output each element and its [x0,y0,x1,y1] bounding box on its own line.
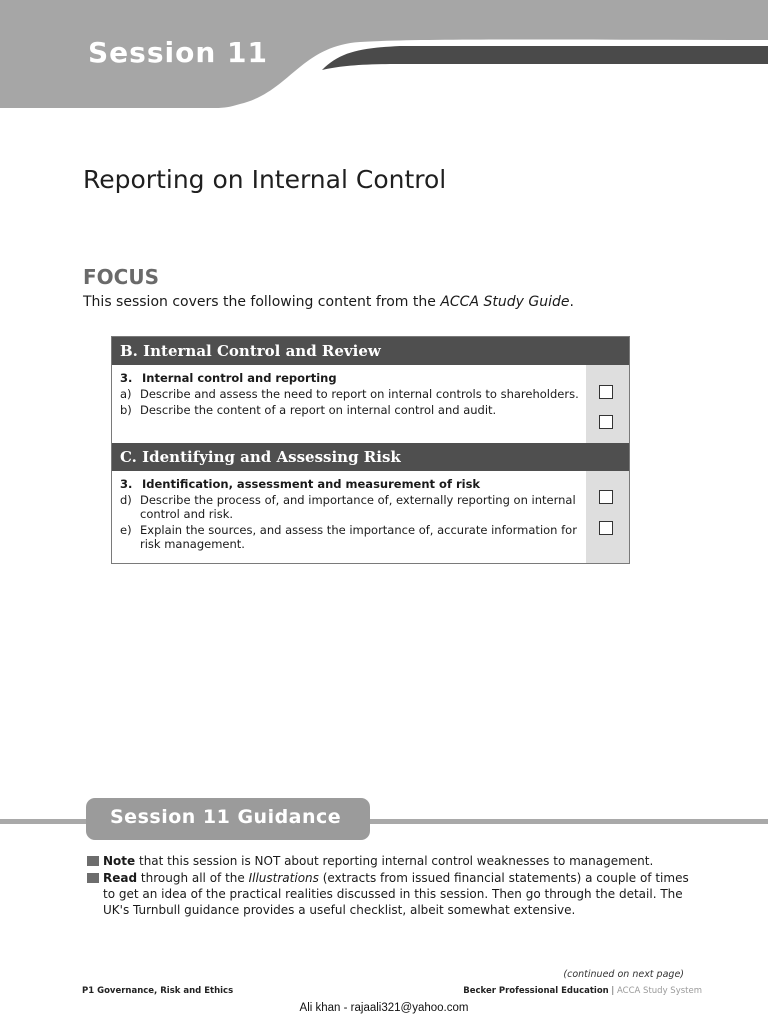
outcome-item [120,403,580,417]
outcome-number: 3. [120,371,133,385]
section-body-assessing-risk [112,471,629,563]
guidance-item-note [87,853,697,869]
square-bullet-icon [87,873,99,883]
guidance-item-text-after: (extracts from issued financial statements) a couple of times to get an idea of the practical realities discussed in this session. Then go through the detail. The UK's Turnbull guidance provides a useful checklist, albeit somewhat extensive. [103,871,689,917]
outcome-item [120,493,580,521]
focus-intro [83,294,574,310]
outcome-number: 3. [120,477,133,491]
footer-system-name: ACCA Study System [617,986,702,996]
outcome-title: Internal control and reporting [142,371,337,385]
focus-heading: FOCUS [83,265,159,289]
guidance-item-bold: Read [103,871,138,885]
guidance-item-text: that this session is NOT about reporting internal control weaknesses to management. [135,854,654,868]
guidance-title: Session 11 Guidance [110,806,342,828]
outcome-heading [120,371,580,385]
footer-publisher [463,986,702,996]
section-content [112,365,586,443]
footer-publisher-name: Becker Professional Education [463,986,609,996]
item-text: Describe the process of, and importance of, externally reporting on internal control and risk. [140,493,576,521]
checkbox-column [586,471,629,563]
focus-intro-prefix: This session covers the following content from the [83,294,441,310]
section-body-internal-control [112,365,629,443]
item-letter: a) [120,387,132,401]
guidance-item-bold: Note [103,854,136,868]
focus-intro-emphasis: ACCA Study Guide [440,294,570,310]
guidance-item-read [87,870,697,918]
checkbox-item-d[interactable] [599,490,613,504]
outcome-heading [120,477,580,491]
checkbox-column [586,365,629,443]
item-text: Explain the sources, and assess the importance of, accurate information for risk management. [140,523,577,551]
footer-separator: | [611,986,615,996]
item-text: Describe the content of a report on internal control and audit. [140,403,497,417]
study-guide-table [111,336,630,564]
section-header-internal-control: B. Internal Control and Review [112,337,629,365]
outcome-item [120,387,580,401]
session-title: Session 11 [88,36,268,69]
focus-intro-suffix: . [569,294,574,310]
item-letter: d) [120,493,132,507]
checkbox-item-e[interactable] [599,521,613,535]
section-header-assessing-risk: C. Identifying and Assessing Risk [112,443,629,471]
item-letter: b) [120,403,132,417]
outcome-item [120,523,580,551]
checkbox-item-a[interactable] [599,385,613,399]
guidance-item-text: through all of the [137,871,249,885]
guidance-item-italic: Illustrations [248,871,319,885]
square-bullet-icon [87,856,99,866]
item-letter: e) [120,523,132,537]
footer-course-title: P1 Governance, Risk and Ethics [82,986,234,996]
guidance-list [87,853,697,919]
continued-note: (continued on next page) [563,969,684,980]
section-content [112,471,586,563]
outcome-title: Identification, assessment and measurement of risk [142,477,481,491]
item-text: Describe and assess the need to report on internal controls to shareholders. [140,387,579,401]
watermark-text: Ali khan - rajaali321@yahoo.com [299,1002,469,1014]
page-title: Reporting on Internal Control [83,165,447,194]
checkbox-item-b[interactable] [599,415,613,429]
